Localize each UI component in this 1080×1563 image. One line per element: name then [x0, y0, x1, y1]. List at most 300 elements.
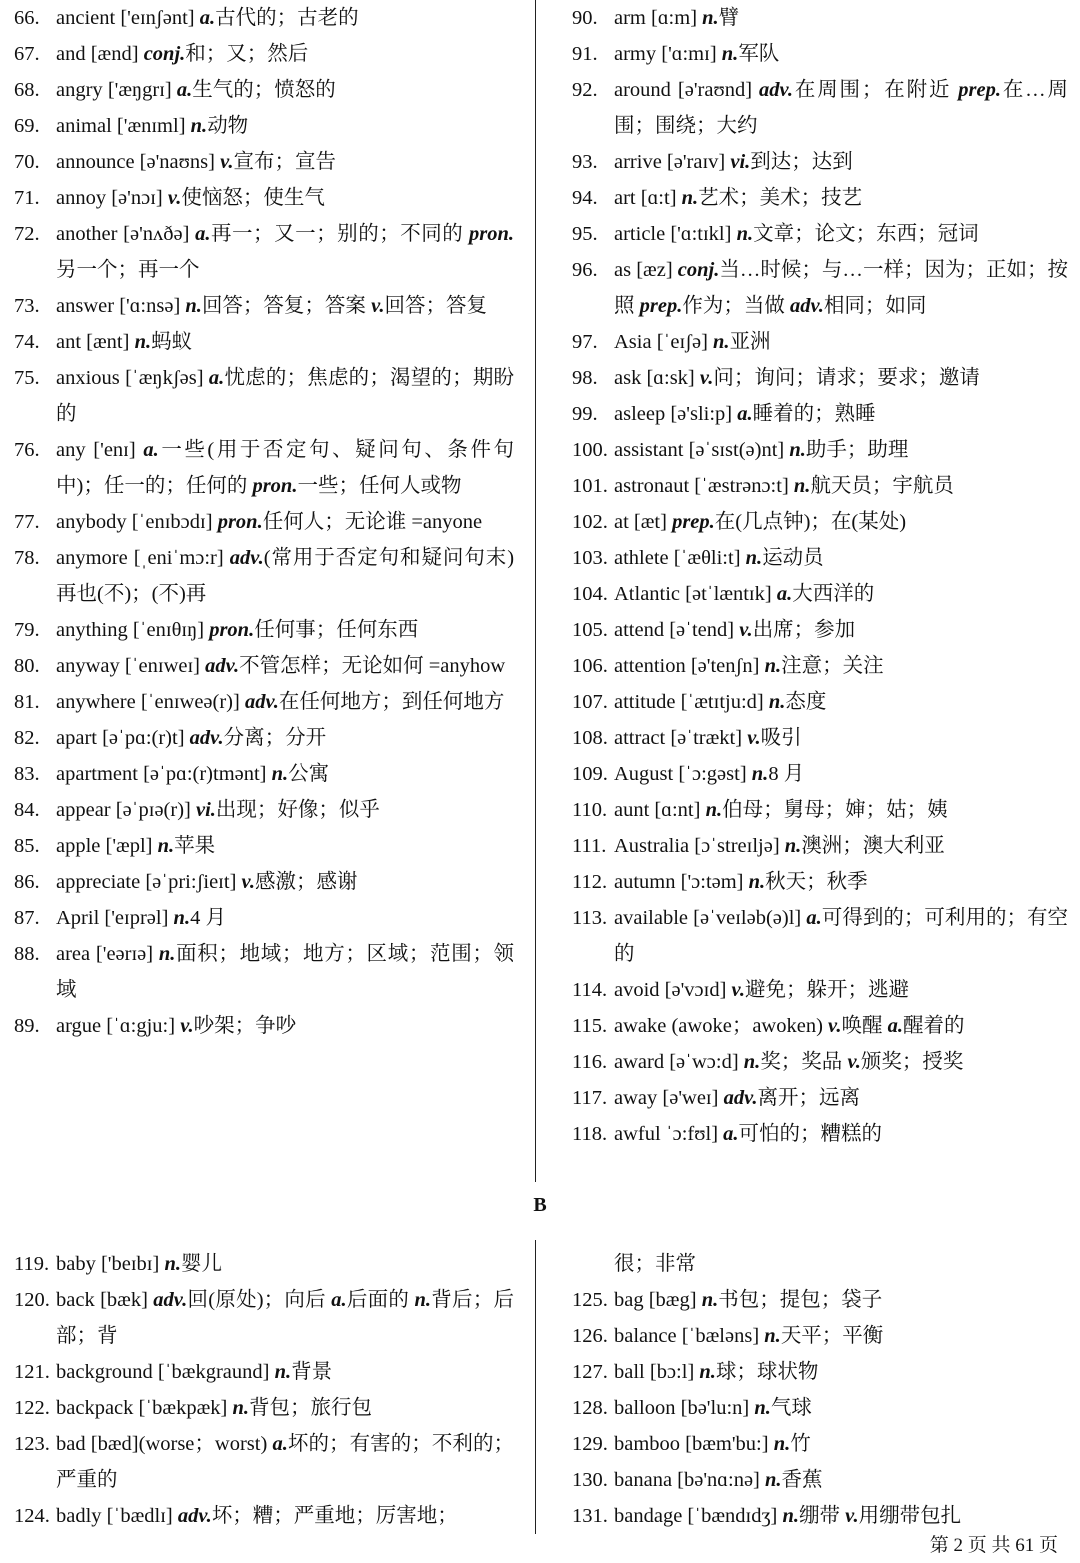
entry-definition: 避免；躲开；逃避 — [745, 979, 910, 1001]
entry-word: another — [56, 223, 118, 245]
entry-phonetic: [ə'naʊns] — [139, 151, 215, 173]
entry-phonetic: [əˈtrækt] — [670, 727, 743, 749]
entry-definition: 睡着的；熟睡 — [752, 403, 876, 425]
vocab-column-bottom-left — [14, 1246, 514, 1534]
vocab-list-bottom-right — [572, 1282, 1068, 1534]
entry-part-of-speech: n. — [232, 1397, 250, 1419]
entry-part-of-speech: adv. — [205, 655, 240, 677]
entry-part-of-speech: vi. — [195, 799, 216, 821]
vocab-entry — [572, 828, 1068, 864]
entry-phonetic: [ə'raɪv] — [666, 151, 726, 173]
entry-word: April — [56, 907, 100, 929]
entry-part-of-speech: n. — [164, 1253, 181, 1275]
entry-phonetic: [ˈætɪtju:d] — [680, 691, 764, 713]
entry-word: avoid — [614, 979, 660, 1001]
entry-word: arm — [614, 7, 646, 29]
vocab-entry — [572, 1044, 1068, 1080]
entry-phonetic: ['eɪnʃənt] — [120, 7, 195, 29]
entry-part-of-speech: v. — [845, 1505, 859, 1527]
entry-definition: 背景 — [291, 1361, 333, 1383]
entry-number: 127. — [572, 1361, 608, 1383]
vocab-entry — [572, 144, 1068, 180]
entry-phonetic: [əˈsɪst(ə)nt] — [688, 439, 785, 461]
entry-phonetic: [əˈpɑ:(r)tmənt] — [143, 763, 267, 785]
vocab-entry — [572, 324, 1068, 360]
entry-number: 118. — [572, 1123, 608, 1145]
entry-definition: 使恼怒；使生气 — [181, 187, 325, 209]
vocab-entry — [14, 144, 514, 180]
entry-number: 95. — [572, 223, 598, 245]
entry-definition: 婴儿 — [180, 1253, 222, 1275]
entry-number: 128. — [572, 1397, 608, 1419]
entry-word: apple — [56, 835, 101, 857]
entry-part-of-speech: n. — [134, 331, 152, 353]
entry-part-of-speech: adv. — [244, 691, 279, 713]
entry-part-of-speech: adv. — [229, 547, 264, 569]
entry-word: attend — [614, 619, 665, 641]
entry-number: 69. — [14, 115, 40, 137]
entry-definition: 运动员 — [762, 547, 824, 569]
entry-definition: 回答；答复；答案 — [201, 295, 372, 317]
entry-definition: 臂 — [718, 7, 740, 29]
entry-phonetic: ['ɑ:mɪ] — [661, 43, 717, 65]
continuation-line: 很；非常 — [614, 1253, 696, 1275]
entry-part-of-speech: adv. — [153, 1289, 188, 1311]
entry-phonetic: [ˈɑ:gju:] — [106, 1015, 176, 1037]
entry-phonetic: [ˈɔ:gəst] — [678, 763, 747, 785]
entry-number: 80. — [14, 655, 40, 677]
entry-part-of-speech: a. — [737, 403, 753, 425]
entry-number: 75. — [14, 367, 40, 389]
vocab-entry — [14, 180, 514, 216]
entry-part-of-speech: adv. — [189, 727, 224, 749]
vocab-entry — [14, 936, 514, 1008]
entry-number: 100. — [572, 439, 608, 461]
entry-word: arrive — [614, 151, 662, 173]
entry-phonetic: ['ænɪml] — [116, 115, 186, 137]
entry-number: 107. — [572, 691, 608, 713]
entry-phonetic: [bə'lu:n] — [680, 1397, 750, 1419]
entry-part-of-speech: a. — [176, 79, 193, 101]
entry-part-of-speech: n. — [713, 331, 730, 353]
entry-definition: 另一个；再一个 — [56, 259, 200, 281]
entry-definition: 坏的；有害的；不利的；严重的 — [56, 1433, 515, 1491]
vocab-entry — [572, 1008, 1068, 1044]
entry-word: anymore — [56, 547, 128, 569]
vocab-entry — [572, 648, 1068, 684]
entry-phonetic: [ˈenɪbɔdɪ] — [131, 511, 213, 533]
vocab-entry — [572, 72, 1068, 144]
entry-number: 71. — [14, 187, 40, 209]
entry-part-of-speech: v. — [241, 871, 255, 893]
entry-phonetic: [ˈenɪweə(r)] — [140, 691, 240, 713]
entry-part-of-speech: n. — [748, 871, 766, 893]
vocab-entry — [572, 720, 1068, 756]
entry-definition: 苹果 — [174, 835, 216, 857]
entry-definition: 在(几点钟)；在(某处) — [714, 511, 907, 533]
entry-definition: 醒着的 — [903, 1015, 965, 1037]
entry-part-of-speech: v. — [371, 295, 385, 317]
vocab-entry — [14, 72, 514, 108]
entry-phonetic: [ˈbædlɪ] — [106, 1505, 173, 1527]
vocab-entry — [14, 288, 514, 324]
entry-definition: 一些；任何人或物 — [297, 475, 462, 497]
entry-number: 96. — [572, 259, 598, 281]
entry-definition: 不管怎样；无论如何 =anyhow — [239, 655, 506, 677]
entry-part-of-speech: n. — [157, 835, 175, 857]
entry-word: appreciate — [56, 871, 141, 893]
entry-part-of-speech: vi. — [730, 151, 751, 173]
entry-number: 120. — [14, 1289, 50, 1311]
vocab-entry — [572, 1462, 1068, 1498]
vocab-entry — [572, 252, 1068, 324]
entry-number: 84. — [14, 799, 40, 821]
entry-part-of-speech: n. — [782, 1505, 800, 1527]
entry-phonetic: [ə'weɪ] — [662, 1087, 719, 1109]
entry-definition: 在任何地方；到任何地方 — [278, 691, 505, 713]
entry-phonetic: [bæd](worse；worst) — [90, 1433, 268, 1455]
entry-phonetic: [əˈpri:ʃieɪt] — [145, 871, 237, 893]
entry-number: 78. — [14, 547, 40, 569]
entry-phonetic: [ɑ:nt] — [654, 799, 701, 821]
entry-part-of-speech: v. — [220, 151, 234, 173]
entry-part-of-speech: v. — [699, 367, 714, 389]
entry-definition: 分离；分开 — [223, 727, 327, 749]
entry-number: 90. — [572, 7, 598, 29]
entry-definition: 航天员；宇航员 — [810, 475, 954, 497]
entry-definition: 公寓 — [288, 763, 330, 785]
vocab-entry — [14, 360, 514, 432]
entry-number: 81. — [14, 691, 40, 713]
entry-word: ball — [614, 1361, 645, 1383]
entry-number: 82. — [14, 727, 40, 749]
entry-number: 121. — [14, 1361, 50, 1383]
vocab-entry — [14, 0, 514, 36]
entry-definition: 作为；当做 — [682, 295, 790, 317]
entry-number: 116. — [572, 1051, 608, 1073]
entry-part-of-speech: n. — [190, 115, 208, 137]
entry-number: 98. — [572, 367, 598, 389]
entry-number: 123. — [14, 1433, 50, 1455]
entry-part-of-speech: adv. — [789, 295, 824, 317]
entry-part-of-speech: n. — [274, 1361, 292, 1383]
entry-definition: 动物 — [207, 115, 249, 137]
entry-definition: 回(原处)；向后 — [187, 1289, 332, 1311]
entry-phonetic: [ə'nɔɪ] — [111, 187, 163, 209]
entry-phonetic: [ˈæθli:t] — [673, 547, 741, 569]
vocab-entry — [572, 36, 1068, 72]
vocab-entry — [572, 1354, 1068, 1390]
vocab-entry — [14, 648, 514, 684]
entry-word: any — [56, 439, 86, 461]
entry-part-of-speech: v. — [828, 1015, 842, 1037]
entry-definition: 当…时候；与…一样；因为；正如；按照 — [614, 259, 1069, 317]
vocab-entry — [572, 864, 1068, 900]
entry-phonetic: ['enɪ] — [93, 439, 136, 461]
entry-part-of-speech: n. — [764, 1325, 781, 1347]
entry-number: 102. — [572, 511, 608, 533]
entry-definition: 生气的；愤怒的 — [192, 79, 336, 101]
entry-part-of-speech: prep. — [958, 79, 1001, 101]
entry-part-of-speech: n. — [751, 763, 769, 785]
entry-part-of-speech: a. — [199, 7, 216, 29]
entry-phonetic: [ɑ:sk] — [646, 367, 695, 389]
entry-part-of-speech: n. — [736, 223, 754, 245]
entry-definition: 秋天；秋季 — [765, 871, 868, 893]
entry-part-of-speech: v. — [739, 619, 753, 641]
entry-number: 122. — [14, 1397, 50, 1419]
entry-part-of-speech: prep. — [639, 295, 683, 317]
entry-word: around — [614, 79, 671, 101]
vocab-entry — [572, 360, 1068, 396]
entry-definition: 在周围；在附近 — [793, 79, 959, 101]
vocab-entry — [14, 540, 514, 612]
vocab-entry — [572, 1116, 1068, 1152]
entry-word: anybody — [56, 511, 127, 533]
entry-definition: 在…周围；围绕；大约 — [614, 79, 1069, 137]
entry-number: 89. — [14, 1015, 40, 1037]
entry-number: 115. — [572, 1015, 608, 1037]
entry-definition: 任何事；任何东西 — [254, 619, 419, 641]
entry-definition: 注意；关注 — [781, 655, 884, 677]
entry-definition: 面积；地域；地方；区域；范围；领域 — [56, 943, 515, 1001]
entry-number: 114. — [572, 979, 608, 1001]
entry-number: 73. — [14, 295, 40, 317]
vocab-entry — [572, 432, 1068, 468]
entry-number: 72. — [14, 223, 40, 245]
entry-number: 85. — [14, 835, 40, 857]
entry-part-of-speech: n. — [773, 1433, 791, 1455]
entry-part-of-speech: a. — [887, 1015, 903, 1037]
vocab-column-top-right — [572, 0, 1068, 1152]
entry-number: 112. — [572, 871, 608, 893]
entry-word: Australia — [614, 835, 690, 857]
entry-definition: 大西洋的 — [792, 583, 875, 605]
entry-word: army — [614, 43, 657, 65]
entry-definition: 背后；后部；背 — [56, 1289, 515, 1347]
entry-definition: 吸引 — [760, 727, 802, 749]
entry-part-of-speech: prep. — [672, 511, 715, 533]
entry-number: 68. — [14, 79, 40, 101]
entry-number: 67. — [14, 43, 40, 65]
entry-part-of-speech: adv. — [723, 1087, 758, 1109]
entry-part-of-speech: n. — [681, 187, 699, 209]
entry-part-of-speech: n. — [743, 1051, 761, 1073]
vocab-entry — [14, 504, 514, 540]
entry-definition: 球；球状物 — [715, 1361, 819, 1383]
entry-phonetic: [ˈbændɪdʒ] — [687, 1505, 778, 1527]
entry-phonetic: [æz] — [636, 259, 673, 281]
entry-word: art — [614, 187, 636, 209]
entry-part-of-speech: n. — [765, 1469, 782, 1491]
vocab-entry — [14, 36, 514, 72]
entry-phonetic: [əˈpɪə(r)] — [115, 799, 191, 821]
entry-part-of-speech: n. — [705, 799, 723, 821]
entry-word: autumn — [614, 871, 676, 893]
entry-number: 76. — [14, 439, 40, 461]
entry-definition: 文章；论文；东西；冠词 — [753, 223, 979, 245]
entry-phonetic: [æt] — [633, 511, 667, 533]
vocab-entry — [14, 792, 514, 828]
entry-part-of-speech: n. — [789, 439, 806, 461]
entry-phonetic: ['æpl] — [105, 835, 153, 857]
page-footer: 第 2 页 共 61 页 — [929, 1535, 1058, 1556]
vocab-entry — [572, 972, 1068, 1008]
entry-number: 131. — [572, 1505, 608, 1527]
entry-word: bad — [56, 1433, 86, 1455]
entry-part-of-speech: n. — [173, 907, 191, 929]
vocab-entry — [572, 0, 1068, 36]
vocab-entry — [14, 828, 514, 864]
entry-word: ancient — [56, 7, 116, 29]
entry-word: argue — [56, 1015, 102, 1037]
vocab-entry — [14, 108, 514, 144]
entry-phonetic: [ˈbækgraund] — [157, 1361, 270, 1383]
vocab-entry — [14, 324, 514, 360]
entry-definition: 8 月 — [768, 763, 805, 785]
entry-definition: 一些(用于否定句、疑问句、条件句中)；任一的；任何的 — [56, 439, 515, 497]
entry-part-of-speech: a. — [272, 1433, 288, 1455]
entry-number: 108. — [572, 727, 608, 749]
entry-phonetic: [ɑ:t] — [640, 187, 677, 209]
entry-part-of-speech: a. — [195, 223, 211, 245]
vocab-column-bottom-right — [572, 1246, 1068, 1534]
entry-word: annoy — [56, 187, 107, 209]
entry-word: available — [614, 907, 688, 929]
vocab-entry — [14, 612, 514, 648]
entry-definition: 奖；奖品 — [760, 1051, 848, 1073]
entry-definition: 天平；平衡 — [780, 1325, 884, 1347]
vocab-entry — [14, 864, 514, 900]
entry-number: 101. — [572, 475, 608, 497]
entry-part-of-speech: n. — [271, 763, 289, 785]
vocab-entry — [14, 1282, 514, 1354]
entry-number: 103. — [572, 547, 608, 569]
entry-phonetic: ['ɑ:tɪkl] — [670, 223, 732, 245]
entry-number: 97. — [572, 331, 598, 353]
entry-part-of-speech: a. — [208, 367, 225, 389]
entry-definition: 香蕉 — [781, 1469, 823, 1491]
entry-word: balloon — [614, 1397, 676, 1419]
entry-phonetic: ['eərɪə] — [95, 943, 154, 965]
entry-number: 79. — [14, 619, 40, 641]
entry-part-of-speech: pron. — [469, 223, 515, 245]
entry-definition: 竹 — [790, 1433, 811, 1455]
entry-word: as — [614, 259, 632, 281]
entry-phonetic: [əˈpɑ:(r)t] — [102, 727, 185, 749]
entry-number: 129. — [572, 1433, 608, 1455]
entry-part-of-speech: a. — [143, 439, 159, 461]
entry-part-of-speech: n. — [158, 943, 176, 965]
vocab-entry — [572, 180, 1068, 216]
entry-word: anxious — [56, 367, 120, 389]
entry-number: 92. — [572, 79, 598, 101]
entry-number: 86. — [14, 871, 40, 893]
entry-definition: 可怕的；糟糕的 — [738, 1123, 883, 1145]
vocab-entry — [572, 792, 1068, 828]
entry-definition: 伯母；舅母；婶；姑；姨 — [722, 799, 948, 821]
entry-word: apart — [56, 727, 97, 749]
vocab-entry — [14, 1246, 514, 1282]
entry-phonetic: [ə'raʊnd] — [677, 79, 753, 101]
entry-part-of-speech: pron. — [209, 619, 255, 641]
entry-part-of-speech: pron. — [252, 475, 298, 497]
entry-word: background — [56, 1361, 153, 1383]
vocab-entry — [14, 216, 514, 288]
entry-phonetic: [ˈbækpæk] — [138, 1397, 228, 1419]
entry-part-of-speech: conj. — [143, 43, 186, 65]
entry-part-of-speech: a. — [776, 583, 793, 605]
entry-phonetic: [ˈæstrənɔ:t] — [694, 475, 789, 497]
column-divider-top — [535, 0, 536, 1182]
vocab-entry — [572, 900, 1068, 972]
entry-phonetic: [ˌeniˈmɔ:r] — [133, 547, 224, 569]
entry-word: banana — [614, 1469, 673, 1491]
entry-number: 88. — [14, 943, 40, 965]
entry-definition: 到达；达到 — [750, 151, 853, 173]
entry-word: athlete — [614, 547, 669, 569]
entry-number: 104. — [572, 583, 608, 605]
vocab-entry — [572, 576, 1068, 612]
entry-word: angry — [56, 79, 103, 101]
entry-number: 94. — [572, 187, 598, 209]
vocab-entry — [572, 1426, 1068, 1462]
entry-word: at — [614, 511, 629, 533]
entry-word: ant — [56, 331, 82, 353]
entry-phonetic: [ə'tenʃn] — [690, 655, 760, 677]
entry-phonetic: ['ɑ:nsə] — [119, 295, 181, 317]
entry-word: anywhere — [56, 691, 136, 713]
entry-word: Atlantic — [614, 583, 681, 605]
entry-word: away — [614, 1087, 658, 1109]
vocab-entry — [14, 1498, 514, 1534]
entry-part-of-speech: a. — [806, 907, 822, 929]
entry-part-of-speech: n. — [745, 547, 763, 569]
entry-word: assistant — [614, 439, 684, 461]
vocab-entry — [572, 504, 1068, 540]
entry-number: 125. — [572, 1289, 608, 1311]
entry-part-of-speech: pron. — [217, 511, 263, 533]
entry-word: announce — [56, 151, 135, 173]
entry-word: article — [614, 223, 666, 245]
entry-number: 124. — [14, 1505, 50, 1527]
entry-word: Asia — [614, 331, 652, 353]
entry-part-of-speech: adv. — [177, 1505, 212, 1527]
entry-number: 66. — [14, 7, 40, 29]
entry-phonetic: [ænd] — [90, 43, 139, 65]
vocab-entry — [14, 1354, 514, 1390]
entry-part-of-speech: n. — [764, 655, 782, 677]
vocab-entry — [572, 216, 1068, 252]
entry-word: attitude — [614, 691, 676, 713]
entry-word: animal — [56, 115, 112, 137]
entry-definition: 态度 — [785, 691, 827, 713]
entry-phonetic: [bæg] — [648, 1289, 697, 1311]
entry-definition: 书包；提包；袋子 — [718, 1289, 883, 1311]
entry-number: 70. — [14, 151, 40, 173]
entry-definition: 和；又；然后 — [185, 43, 309, 65]
vocab-entry — [14, 1426, 514, 1498]
entry-definition: 宣布；宣告 — [233, 151, 337, 173]
entry-phonetic: [bə'nɑ:nə] — [677, 1469, 760, 1491]
entry-phonetic: [əˈwɔ:d] — [669, 1051, 739, 1073]
column-divider-bottom — [535, 1240, 536, 1534]
entry-part-of-speech: adv. — [759, 79, 793, 101]
entry-definition: 回答；答复 — [384, 295, 488, 317]
vocab-column-top-left — [14, 0, 514, 1044]
entry-part-of-speech: n. — [702, 7, 719, 29]
entry-definition: 背包；旅行包 — [249, 1397, 373, 1419]
